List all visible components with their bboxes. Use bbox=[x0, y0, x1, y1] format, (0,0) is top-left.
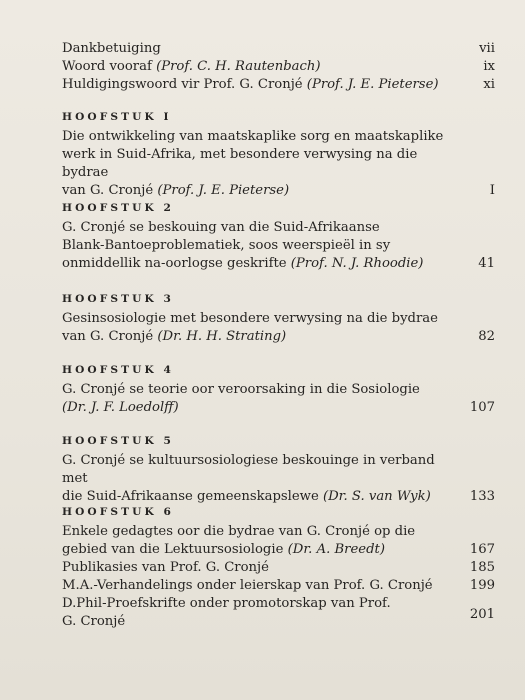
entry-page: 41 bbox=[478, 256, 495, 271]
entry-page: 167 bbox=[469, 542, 495, 557]
entry-page: xi bbox=[483, 77, 495, 92]
chapter-heading-1: HOOFSTUK I bbox=[62, 111, 172, 123]
chapter-heading-4: HOOFSTUK 4 bbox=[62, 364, 175, 376]
entry-author: (Dr. J. F. Loedolff) bbox=[62, 400, 179, 415]
toc-entry-chapter-4 bbox=[62, 381, 495, 417]
entry-page: 82 bbox=[478, 329, 495, 344]
entry-line: onmiddellik na-oorlogse geskrifte bbox=[62, 256, 287, 271]
entry-author: (Prof. C. H. Rautenbach) bbox=[156, 59, 321, 74]
entry-author: (Dr. A. Breedt) bbox=[287, 542, 385, 557]
entry-page: I bbox=[489, 183, 495, 198]
entry-line: Blank-Bantoeproblematiek, soos weerspieël in sy bbox=[62, 238, 391, 253]
entry-author: (Prof. N. J. Rhoodie) bbox=[290, 256, 424, 271]
entry-line: gebied van die Lektuursosiologie bbox=[62, 542, 284, 557]
entry-line: Die ontwikkeling van maatskaplike sorg en maatskaplike bbox=[62, 129, 444, 144]
entry-title: Woord vooraf bbox=[62, 59, 152, 74]
toc-entry-chapter-3 bbox=[62, 310, 495, 346]
entry-line: Enkele gedagtes oor die bydrae van G. Cronjé op die bbox=[62, 524, 416, 539]
entry-line: werk in Suid-Afrika, met besondere verwysing na die bydrae bbox=[62, 147, 418, 180]
toc-entry-woord-vooraf bbox=[62, 58, 495, 76]
entry-line: G. Cronjé se kultuursosiologiese beskouinge in verband met bbox=[62, 453, 435, 486]
entry-page: ix bbox=[483, 59, 495, 74]
entry-author: (Prof. J. E. Pieterse) bbox=[306, 77, 439, 92]
chapter-heading-2: HOOFSTUK 2 bbox=[62, 202, 175, 214]
toc-entry-chapter-6 bbox=[62, 523, 495, 559]
chapter-heading-6: HOOFSTUK 6 bbox=[62, 506, 175, 518]
toc-entry-ma-verhandelings bbox=[62, 577, 495, 595]
entry-title: Huldigingswoord vir Prof. G. Cronjé bbox=[62, 77, 303, 92]
entry-line: die Suid-Afrikaanse gemeenskapslewe bbox=[62, 489, 319, 504]
entry-line: van G. Cronjé bbox=[62, 329, 154, 344]
entry-title: Publikasies van Prof. G. Cronjé bbox=[62, 560, 269, 575]
entry-page: 199 bbox=[469, 578, 495, 593]
toc-entry-publikasies bbox=[62, 559, 495, 577]
chapter-heading-5: HOOFSTUK 5 bbox=[62, 435, 175, 447]
entry-title: D.Phil-Proefskrifte onder promotorskap van Prof. bbox=[62, 596, 391, 611]
entry-page: 201 bbox=[469, 607, 495, 622]
entry-line: van G. Cronjé bbox=[62, 183, 154, 198]
toc-entry-chapter-2 bbox=[62, 219, 495, 273]
entry-title: M.A.-Verhandelings onder leierskap van Prof. G. Cronjé bbox=[62, 578, 433, 593]
entry-line: G. Cronjé se beskouing van die Suid-Afrikaanse bbox=[62, 220, 380, 235]
entry-line: G. Cronjé se teorie oor veroorsaking in die Sosiologie bbox=[62, 382, 420, 397]
entry-page: 107 bbox=[469, 400, 495, 415]
entry-page: 133 bbox=[469, 489, 495, 504]
chapter-heading-3: HOOFSTUK 3 bbox=[62, 293, 175, 305]
toc-entry-dankbetuiging bbox=[62, 40, 495, 58]
entry-author: (Dr. S. van Wyk) bbox=[322, 489, 431, 504]
entry-page: 185 bbox=[469, 560, 495, 575]
toc-entry-chapter-1 bbox=[62, 128, 495, 200]
entry-author: (Prof. J. E. Pieterse) bbox=[157, 183, 290, 198]
entry-author: (Dr. H. H. Strating) bbox=[157, 329, 287, 344]
toc-entry-huldigingswoord bbox=[62, 76, 495, 94]
toc-entry-chapter-5 bbox=[62, 452, 495, 506]
entry-page: vii bbox=[479, 41, 495, 56]
entry-title: Dankbetuiging bbox=[62, 41, 161, 56]
toc-entry-dphil-proefskrifte bbox=[62, 595, 495, 631]
entry-line: G. Cronjé bbox=[62, 614, 126, 629]
entry-line: Gesinsosiologie met besondere verwysing na die bydrae bbox=[62, 311, 438, 326]
